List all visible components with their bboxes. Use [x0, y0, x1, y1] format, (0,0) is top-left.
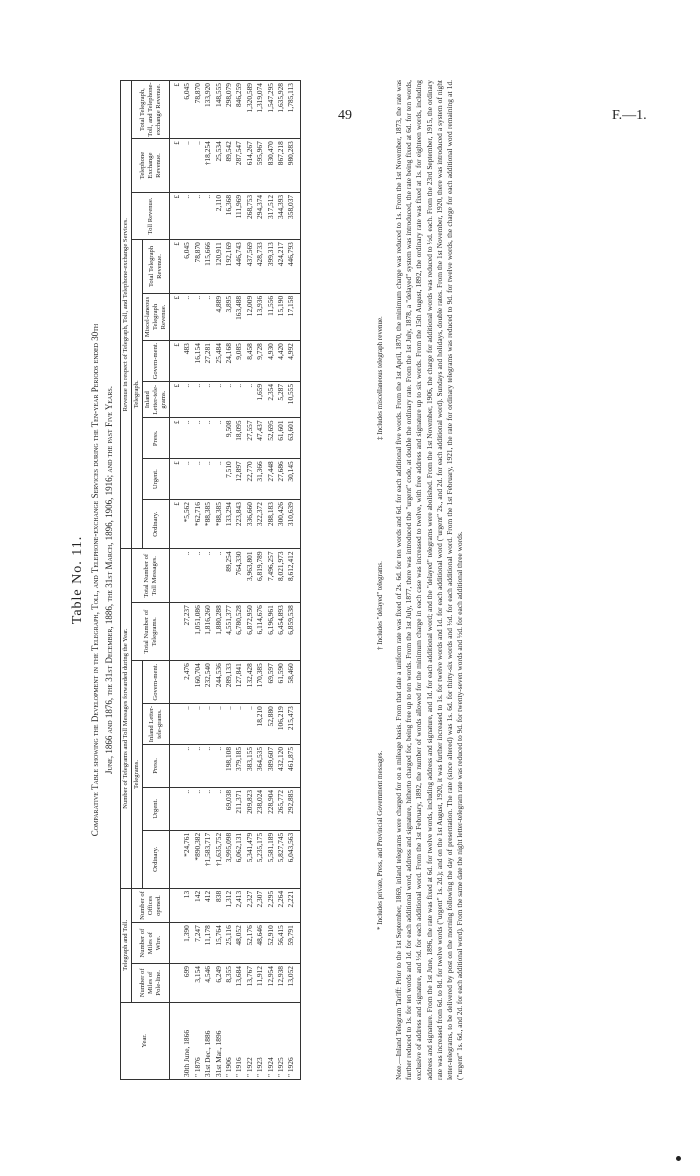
table-cell: 846,259	[234, 81, 244, 139]
table-cell: 1,635,928	[276, 81, 286, 139]
table-cell: 106,219	[276, 704, 286, 745]
table-cell: 7,247	[193, 923, 203, 964]
table-cell: 6,114,676	[255, 603, 265, 661]
col-total-toll-messages: Total Number of Toll Messages.	[132, 549, 170, 603]
footnote-1: * Includes private, Press, and Provincial Government messages.	[376, 750, 384, 930]
table-cell: 428,733	[255, 240, 265, 294]
table-cell: 867,218	[276, 139, 286, 193]
table-row	[193, 81, 203, 1080]
tariff-note: Note.—Inland Telegram Tariff: Prior to the 1st September, 1869, inland telegrams were charged for on a mileage basis. From that date a uniform rate was fixed of 2s. 6d. for ten words and 6d. for each additional five words. From the 1st April, 1870, the minimum charge was reduced to 1s. From the 1st November, 1873, the rate was further reduced to 1s. for ten words and 1d. for each additional word, address and signature, hitherto charged for, being free up to ten words. From the 1st July, 1877, there was introduced the "urgent" code, at double the ordinary rate. From the 1st July, 1878, a "delayed" system was introduced, the rate being fixed at 6d. for ten words, exclusive of address and signature, and ½d. for each additional word. From the 1st February, 1892, the number of words allowed for the minimum charge in each case was increased to twelve, with free address and signature up to six words. From the 15th August, 1892, the ordinary rate was fixed at 1s. for eighteen words, including address and signature. From the 1st June, 1896, the rate was fixed at 6d. for twelve words, including address and signature, and 1d. for each additional word; and the "delayed" telegrams were abolished. From the 1st November, 1906, the charge for additional words was reduced to ½d. each. From the 23rd September, 1915, the ordinary rate was increased from 6d. to 8d. for twelve words ("urgent" 1s. 2d.); and on the 1st August, 1920, it was further increased to 1s. for twelve words and 1d. for each additional word ("urgent" 2s., and 2d. for each additional word). Sundays and holidays, double rates. From the 1st November, 1920, there was introduced a system of night letter-telegrams, to be delivered by post on the morning following the day of presentation. The rate (since altered) was 1s. 6d. for thirty-six words and ½d. for each additional word. From the 1st February, 1921, the rate for ordinary telegrams was reduced to 9d. for twelve words, the charge for each additional word remaining at 1d. ("urgent" 1s. 6d., and 2d. for each additional word). From the same date the night letter-telegram rate was reduced to 9d. for twenty-seven words and ½d. for each additional three words.	[394, 80, 465, 1080]
table-cell: ..	[182, 744, 192, 787]
table-cell: ..	[182, 549, 192, 603]
table-cell: *5,562	[182, 500, 192, 549]
unit: £	[170, 139, 183, 193]
table-cell: *890,382	[193, 830, 203, 888]
row-year: 31st Mar., 1896	[214, 1002, 224, 1079]
table-cell: 699	[182, 964, 192, 1003]
table-cell: 7,510	[224, 459, 234, 500]
table-cell: 27,237	[182, 603, 192, 661]
table-cell: 17,158	[286, 293, 300, 340]
table-cell: 980,283	[286, 139, 300, 193]
table-row	[266, 81, 276, 1080]
table-cell: 232,540	[203, 661, 213, 704]
table-cell: 13,684	[234, 964, 244, 1003]
col-total-revenue: Total Telegraph, Toll, and Telephone-exchange Revenue.	[132, 81, 170, 139]
table-cell: 461,875	[286, 744, 300, 787]
table-cell: 13,767	[245, 964, 255, 1003]
table-cell: 52,910	[266, 923, 276, 964]
table-cell: 2,327	[245, 888, 255, 922]
table-cell: 6,045	[182, 240, 192, 294]
page-reference: F.—1.	[612, 108, 647, 123]
col-wire: Number of Miles of Wire.	[132, 923, 170, 964]
table-cell: 3,895	[224, 293, 234, 340]
table-cell: 4,992	[286, 341, 300, 382]
table-cell: 52,176	[245, 923, 255, 964]
table-cell: ..	[193, 459, 203, 500]
table-cell: 446,743	[234, 240, 244, 294]
table-cell: ..	[193, 293, 203, 340]
table-cell: 59,791	[286, 923, 300, 964]
table-cell: ..	[203, 418, 213, 459]
table-cell: 12,938	[276, 964, 286, 1003]
table-cell: 322,372	[255, 500, 265, 549]
table-cell: ..	[203, 549, 213, 603]
table-cell: ..	[203, 744, 213, 787]
row-year: 30th June, 1866	[182, 1002, 192, 1079]
table-cell: 6,249	[214, 964, 224, 1003]
table-cell: 13	[182, 888, 192, 922]
row-year: " 1924	[266, 1002, 276, 1079]
table-cell: 8,021,973	[276, 549, 286, 603]
table-cell: 160,704	[193, 661, 203, 704]
table-cell: 170,385	[255, 661, 265, 704]
table-row	[245, 81, 255, 1080]
table-cell: 1,320,589	[245, 81, 255, 139]
unit: £	[170, 341, 183, 382]
table-cell: 1,390	[182, 923, 192, 964]
table-cell: 292,885	[286, 787, 300, 830]
table-cell: 25,116	[224, 923, 234, 964]
table-cell: 12,954	[266, 964, 276, 1003]
rotated-table-block	[70, 80, 670, 1080]
table-cell: 78,870	[193, 240, 203, 294]
table-cell: 5,827,745	[276, 830, 286, 888]
page-dot	[676, 1156, 681, 1161]
table-cell: 48,052	[234, 923, 244, 964]
table-cell: 5,287	[276, 381, 286, 418]
col-press: Press.	[143, 744, 170, 787]
table-cell: 358,037	[286, 192, 300, 239]
table-cell: 228,904	[266, 787, 276, 830]
table-cell: 412	[203, 888, 213, 922]
table-cell: 3,963,801	[245, 549, 255, 603]
units-row	[170, 81, 183, 1080]
col-toll-revenue: Toll Revenue.	[132, 192, 170, 239]
table-cell: 13,052	[286, 964, 300, 1003]
table-cell: 310,639	[286, 500, 300, 549]
table-cell: 25,534	[214, 139, 224, 193]
table-cell: 13,936	[255, 293, 265, 340]
table-cell: 78,870	[193, 81, 203, 139]
table-cell: *88,385	[214, 500, 224, 549]
table-cell: ..	[193, 192, 203, 239]
table-cell: 120,911	[214, 240, 224, 294]
table-cell: 18,095	[234, 418, 244, 459]
table-cell: 5,235,175	[255, 830, 265, 888]
table-cell: 4,551,377	[224, 603, 234, 661]
table-cell: 4,930	[266, 341, 276, 382]
group-telegrams: Telegrams.	[132, 661, 143, 889]
title-line-2: June, 1866 and 1876, the 31st December, 1886, the 31st March, 1896, 1906, 1916; and the past Five Years.	[104, 386, 114, 774]
table-cell: ..	[214, 459, 224, 500]
table-cell: 27,448	[266, 459, 276, 500]
table-cell: 1,659	[255, 381, 265, 418]
table-cell: 268,753	[245, 192, 255, 239]
col-ordinary: Ordinary.	[143, 830, 170, 888]
row-year: 31st Dec., 1886	[203, 1002, 213, 1079]
table-cell: 244,536	[214, 661, 224, 704]
table-cell: 27,281	[203, 341, 213, 382]
table-cell: 89,254	[224, 549, 234, 603]
table-cell: 294,374	[255, 192, 265, 239]
col-offices: Number of Offices opened.	[132, 888, 170, 922]
col-rev-total-telegraph: Total Telegraph Revenue.	[143, 240, 170, 294]
table-row	[182, 81, 192, 1080]
table-cell: 317,512	[266, 192, 276, 239]
unit: £	[170, 459, 183, 500]
table-cell: 127,841	[234, 661, 244, 704]
table-row	[203, 81, 213, 1080]
table-cell: 9,085	[234, 341, 244, 382]
col-rev-misc: Miscel-laneous Telegraph Revenue.	[143, 293, 170, 340]
table-cell: 483	[182, 341, 192, 382]
table-cell: 6,454,893	[276, 603, 286, 661]
table-cell: 209,823	[245, 787, 255, 830]
table-cell: 424,217	[276, 240, 286, 294]
table-cell: 1,547,295	[266, 81, 276, 139]
table-cell: 9,508	[224, 418, 234, 459]
col-rev-ordinary: Ordinary.	[143, 500, 170, 549]
table-row	[255, 81, 265, 1080]
table-cell: 265,772	[276, 787, 286, 830]
table-cell: †18,254	[203, 139, 213, 193]
table-cell: 11,556	[266, 293, 276, 340]
table-cell: 223,843	[234, 500, 244, 549]
table-cell: 300,426	[276, 500, 286, 549]
table-cell: ..	[214, 787, 224, 830]
table-cell: 63,601	[286, 418, 300, 459]
table-cell: *24,761	[182, 830, 192, 888]
table-cell: 2,264	[276, 888, 286, 922]
col-letter-telegrams: Inland Letter-tele-grams.	[143, 704, 170, 745]
table-cell: 764,330	[234, 549, 244, 603]
table-cell: ..	[203, 704, 213, 745]
row-year: " 1922	[245, 1002, 255, 1079]
table-cell: 7,496,257	[266, 549, 276, 603]
table-cell: ..	[245, 381, 255, 418]
col-rev-letter-telegrams: Inland Letter-tele-grams.	[143, 381, 170, 418]
table-cell: 163,488	[234, 293, 244, 340]
table-cell: 48,646	[255, 923, 265, 964]
table-cell: ..	[234, 704, 244, 745]
table-cell: ..	[214, 744, 224, 787]
table-cell: 10,555	[286, 381, 300, 418]
table-cell: 215,473	[286, 704, 300, 745]
unit: £	[170, 381, 183, 418]
table-cell: 192,169	[224, 240, 234, 294]
table-cell: 211,371	[234, 787, 244, 830]
table-cell: 15,764	[214, 923, 224, 964]
table-number: Table No. 11.	[70, 535, 85, 625]
table-row	[286, 81, 300, 1080]
table-cell: ..	[214, 418, 224, 459]
table-cell: 52,880	[266, 704, 276, 745]
table-cell: ..	[193, 418, 203, 459]
table-cell: ..	[182, 418, 192, 459]
table-cell: 437,569	[245, 240, 255, 294]
table-cell: 198,108	[224, 744, 234, 787]
row-year: " 1906	[224, 1002, 234, 1079]
table-cell: ..	[193, 787, 203, 830]
table-cell: 6,196,961	[266, 603, 276, 661]
table-cell: 364,535	[255, 744, 265, 787]
table-cell: 142	[193, 888, 203, 922]
unit: £	[170, 192, 183, 239]
table-cell: 8,612,412	[286, 549, 300, 603]
group-telegraph-toll: Telegraph and Toll.	[121, 888, 132, 1002]
table-cell: 4,546	[203, 964, 213, 1003]
table-cell: 3,995,098	[224, 830, 234, 888]
table-cell: ..	[182, 139, 192, 193]
table-cell: ..	[203, 787, 213, 830]
table-cell: 30,145	[286, 459, 300, 500]
col-total-telegrams: Total Number of Telegrams.	[132, 603, 170, 661]
table-cell: 6,045	[182, 81, 192, 139]
table-cell: 2,354	[266, 381, 276, 418]
table-cell: 133,920	[203, 81, 213, 139]
development-table	[120, 80, 301, 1080]
table-cell: 69,038	[224, 787, 234, 830]
table-title	[88, 80, 116, 1080]
table-cell: 5,341,479	[245, 830, 255, 888]
table-cell: 56,415	[276, 923, 286, 964]
table-cell: 1,880,288	[214, 603, 224, 661]
table-cell: 9,728	[255, 341, 265, 382]
group-telegraph-revenue: Telegraph.	[132, 240, 143, 549]
table-cell: 6,780,528	[234, 603, 244, 661]
table-cell: 133,294	[224, 500, 234, 549]
table-cell: 8,458	[245, 341, 255, 382]
table-cell: 89,542	[224, 139, 234, 193]
table-cell: 16,368	[224, 192, 234, 239]
table-cell: 11,178	[203, 923, 213, 964]
table-cell: 1,816,260	[203, 603, 213, 661]
group-messages: Number of Telegrams and Toll Messages forwarded during the Year.	[121, 549, 132, 888]
table-cell: 6,872,950	[245, 603, 255, 661]
table-cell: 287,547	[234, 139, 244, 193]
row-year: " 1876	[193, 1002, 203, 1079]
table-cell: 399,313	[266, 240, 276, 294]
table-cell: 4,420	[276, 341, 286, 382]
table-cell: 614,267	[245, 139, 255, 193]
table-cell: 344,393	[276, 192, 286, 239]
table-cell: 2,413	[234, 888, 244, 922]
table-cell: ..	[214, 549, 224, 603]
col-year: Year.	[121, 1002, 170, 1079]
table-cell: 5,581,189	[266, 830, 276, 888]
table-cell: 446,793	[286, 240, 300, 294]
table-cell: 1,785,113	[286, 81, 300, 139]
table-cell: 61,601	[276, 418, 286, 459]
unit: £	[170, 240, 183, 294]
table-cell: 1,319,074	[255, 81, 265, 139]
table-cell: ..	[193, 704, 203, 745]
table-cell: †1,583,717	[203, 830, 213, 888]
table-cell: ..	[182, 381, 192, 418]
table-cell: ..	[224, 704, 234, 745]
col-telephone-revenue: Telephone Exchange Revenue.	[132, 139, 170, 193]
table-cell: 61,590	[276, 661, 286, 704]
table-cell: 838	[214, 888, 224, 922]
table-cell: ..	[193, 549, 203, 603]
unit: £	[170, 293, 183, 340]
table-cell: 298,079	[224, 81, 234, 139]
table-cell: ..	[203, 293, 213, 340]
table-cell: ..	[182, 459, 192, 500]
table-cell: 132,428	[245, 661, 255, 704]
table-cell: 4,889	[214, 293, 224, 340]
col-rev-press: Press.	[143, 418, 170, 459]
table-cell: ..	[182, 704, 192, 745]
table-cell: ..	[214, 381, 224, 418]
unit: £	[170, 500, 183, 549]
col-rev-government: Govern-ment.	[143, 341, 170, 382]
table-cell: 27,557	[245, 418, 255, 459]
table-cell: 6,819,789	[255, 549, 265, 603]
unit: £	[170, 418, 183, 459]
title-line-1: Comparative Table showing the Development in the Telegraph, Toll, and Telephone-exchange Services during the Ten-year Periods ended 30th	[90, 323, 100, 837]
table-cell: ..	[203, 381, 213, 418]
table-cell: ..	[245, 704, 255, 745]
table-cell: 16,154	[193, 341, 203, 382]
table-cell: 148,555	[214, 81, 224, 139]
table-cell: 115,666	[203, 240, 213, 294]
table-cell: ..	[234, 381, 244, 418]
table-cell: 2,110	[214, 192, 224, 239]
table-row	[214, 81, 224, 1080]
table-cell: †1,635,752	[214, 830, 224, 888]
table-cell: 69,597	[266, 661, 276, 704]
table-row	[276, 81, 286, 1080]
table-cell: ..	[203, 192, 213, 239]
table-cell: 15,190	[276, 293, 286, 340]
table-cell: 2,221	[286, 888, 300, 922]
table-cell: 25,484	[214, 341, 224, 382]
page-number: 49	[338, 108, 352, 123]
table-cell: 58,460	[286, 661, 300, 704]
table-cell: 1,051,086	[193, 603, 203, 661]
table-cell: 336,660	[245, 500, 255, 549]
table-cell: 24,168	[224, 341, 234, 382]
col-urgent: Urgent.	[143, 787, 170, 830]
table-cell: 31,366	[255, 459, 265, 500]
table-cell: 432,120	[276, 744, 286, 787]
table-cell: ..	[203, 459, 213, 500]
table-cell: 830,470	[266, 139, 276, 193]
row-year: " 1916	[234, 1002, 244, 1079]
col-rev-urgent: Urgent.	[143, 459, 170, 500]
table-cell: 12,009	[245, 293, 255, 340]
group-revenue: Revenue in respect of Telegraph, Toll, and Telephone-exchange Services.	[121, 81, 132, 549]
table-cell: 12,897	[234, 459, 244, 500]
table-cell: 389,607	[266, 744, 276, 787]
table-cell: 2,307	[255, 888, 265, 922]
table-cell: 11,912	[255, 964, 265, 1003]
table-cell: 8,355	[224, 964, 234, 1003]
row-year: " 1925	[276, 1002, 286, 1079]
table-cell: 383,155	[245, 744, 255, 787]
table-cell: ..	[182, 192, 192, 239]
table-row	[234, 81, 244, 1080]
table-cell: 238,024	[255, 787, 265, 830]
table-cell: ..	[193, 744, 203, 787]
table-cell: ..	[224, 381, 234, 418]
row-year: " 1926	[286, 1002, 300, 1079]
table-row	[224, 81, 234, 1080]
row-year: " 1923	[255, 1002, 265, 1079]
table-cell: 52,695	[266, 418, 276, 459]
table-cell: 6,062,131	[234, 830, 244, 888]
table-cell: ..	[182, 787, 192, 830]
table-cell: 1,312	[224, 888, 234, 922]
footnote-3: ‡ Includes miscellaneous telegraph revenue.	[376, 316, 384, 440]
table-cell: 2,476	[182, 661, 192, 704]
table-cell: 27,686	[276, 459, 286, 500]
table-cell: 6,043,563	[286, 830, 300, 888]
table-cell: *62,716	[193, 500, 203, 549]
table-cell: 2,295	[266, 888, 276, 922]
col-government: Govern-ment.	[143, 661, 170, 704]
table-cell: ..	[214, 704, 224, 745]
table-cell: 289,133	[224, 661, 234, 704]
table-cell: 379,185	[234, 744, 244, 787]
table-cell: 6,859,538	[286, 603, 300, 661]
table-cell: ..	[193, 139, 203, 193]
footnote-2: † Includes "delayed" telegrams.	[376, 561, 384, 650]
table-cell: 47,437	[255, 418, 265, 459]
table-cell: ..	[193, 381, 203, 418]
table-cell: 288,183	[266, 500, 276, 549]
table-cell: 3,154	[193, 964, 203, 1003]
table-cell: 18,210	[255, 704, 265, 745]
table-cell: 111,969	[234, 192, 244, 239]
table-cell: 22,770	[245, 459, 255, 500]
col-pole-line: Number of Miles of Pole-line.	[132, 964, 170, 1003]
table-cell: *88,385	[203, 500, 213, 549]
table-cell: 595,967	[255, 139, 265, 193]
unit: £	[170, 81, 183, 139]
table-cell: ..	[182, 293, 192, 340]
